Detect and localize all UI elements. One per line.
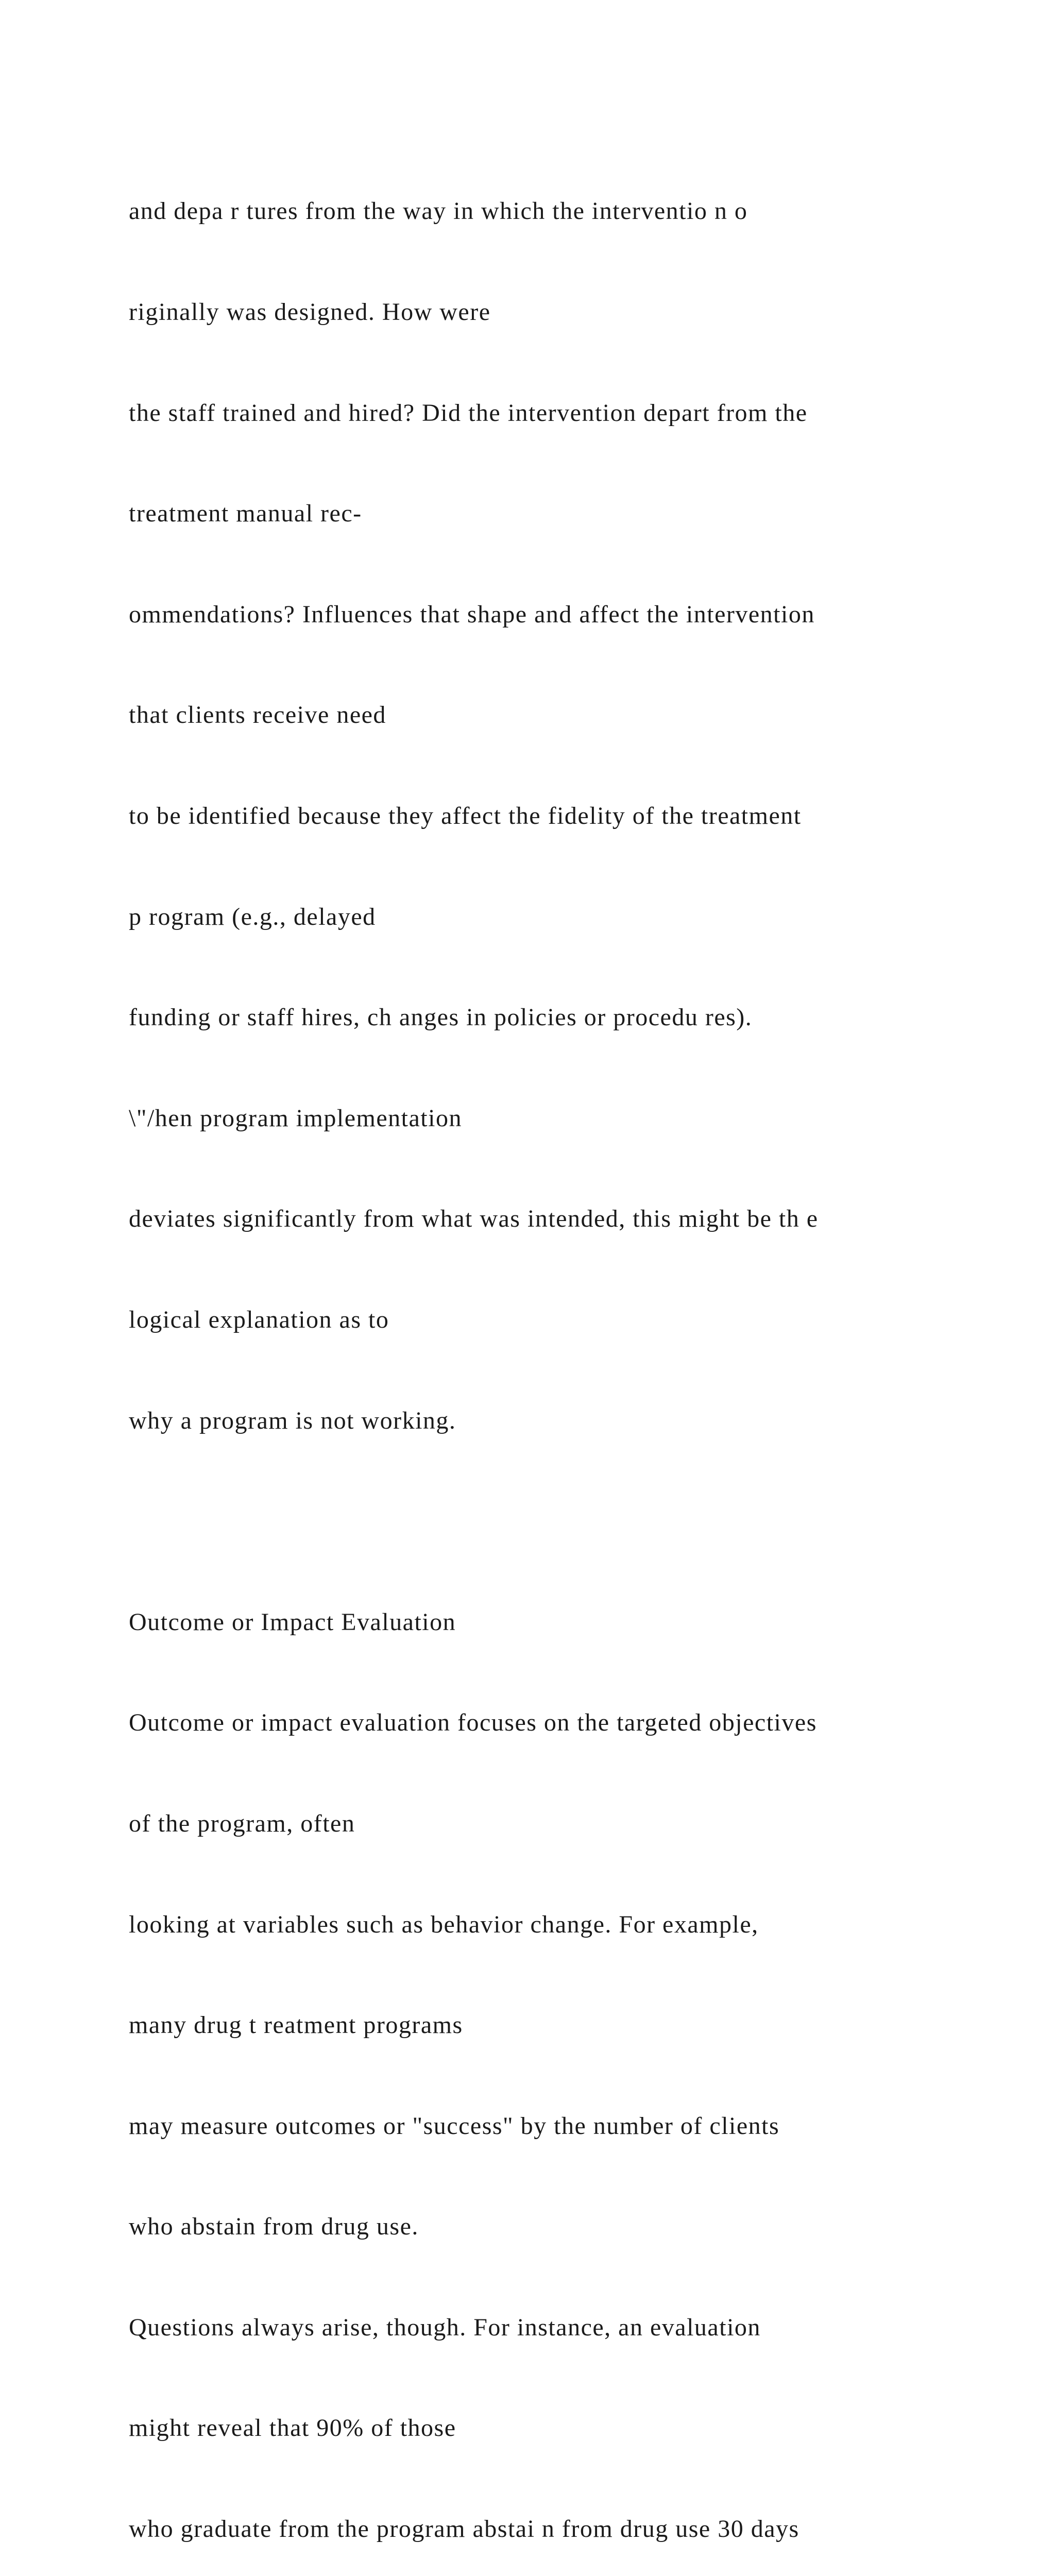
text-line: looking at variables such as behavior change. For example,	[129, 1910, 759, 1938]
text-line: \"/hen program implementation	[129, 1104, 462, 1132]
text-line: ommendations? Influences that shape and affect the intervention	[129, 600, 815, 628]
text-line: may measure outcomes or "success" by the number of clients	[129, 2112, 780, 2140]
text-line: funding or staff hires, ch anges in policies or procedu res).	[129, 1004, 753, 1031]
text-line: p rogram (e.g., delayed	[129, 903, 376, 930]
text-line: logical explanation as to	[129, 1306, 389, 1333]
text-line: might reveal that 90% of those	[129, 2414, 456, 2442]
text-line: to be identified because they affect the fidelity of the treatment	[129, 802, 802, 829]
section-heading: Outcome or Impact Evaluation	[129, 1608, 456, 1636]
text-line: and depa r tures from the way in which the interventio n o	[129, 197, 748, 225]
document-body	[129, 127, 1046, 2576]
text-line: the staff trained and hired? Did the intervention depart from the	[129, 399, 808, 427]
blank-line	[129, 1504, 1046, 1538]
text-line: many drug t reatment programs	[129, 2011, 463, 2039]
text-line: why a program is not working.	[129, 1406, 456, 1434]
text-line: that clients receive need	[129, 701, 386, 729]
text-line: of the program, often	[129, 1809, 355, 1837]
text-line: deviates significantly from what was intended, this might be th e	[129, 1205, 819, 1233]
text-line: Outcome or impact evaluation focuses on the targeted objectives	[129, 1709, 817, 1737]
text-line: who graduate from the program abstai n from drug use 30 days	[129, 2515, 799, 2543]
text-line: Questions always arise, though. For instance, an evaluation	[129, 2313, 761, 2341]
text-line: treatment manual rec-	[129, 500, 362, 528]
text-line: riginally was designed. How were	[129, 298, 491, 326]
text-line: who abstain from drug use.	[129, 2213, 419, 2241]
